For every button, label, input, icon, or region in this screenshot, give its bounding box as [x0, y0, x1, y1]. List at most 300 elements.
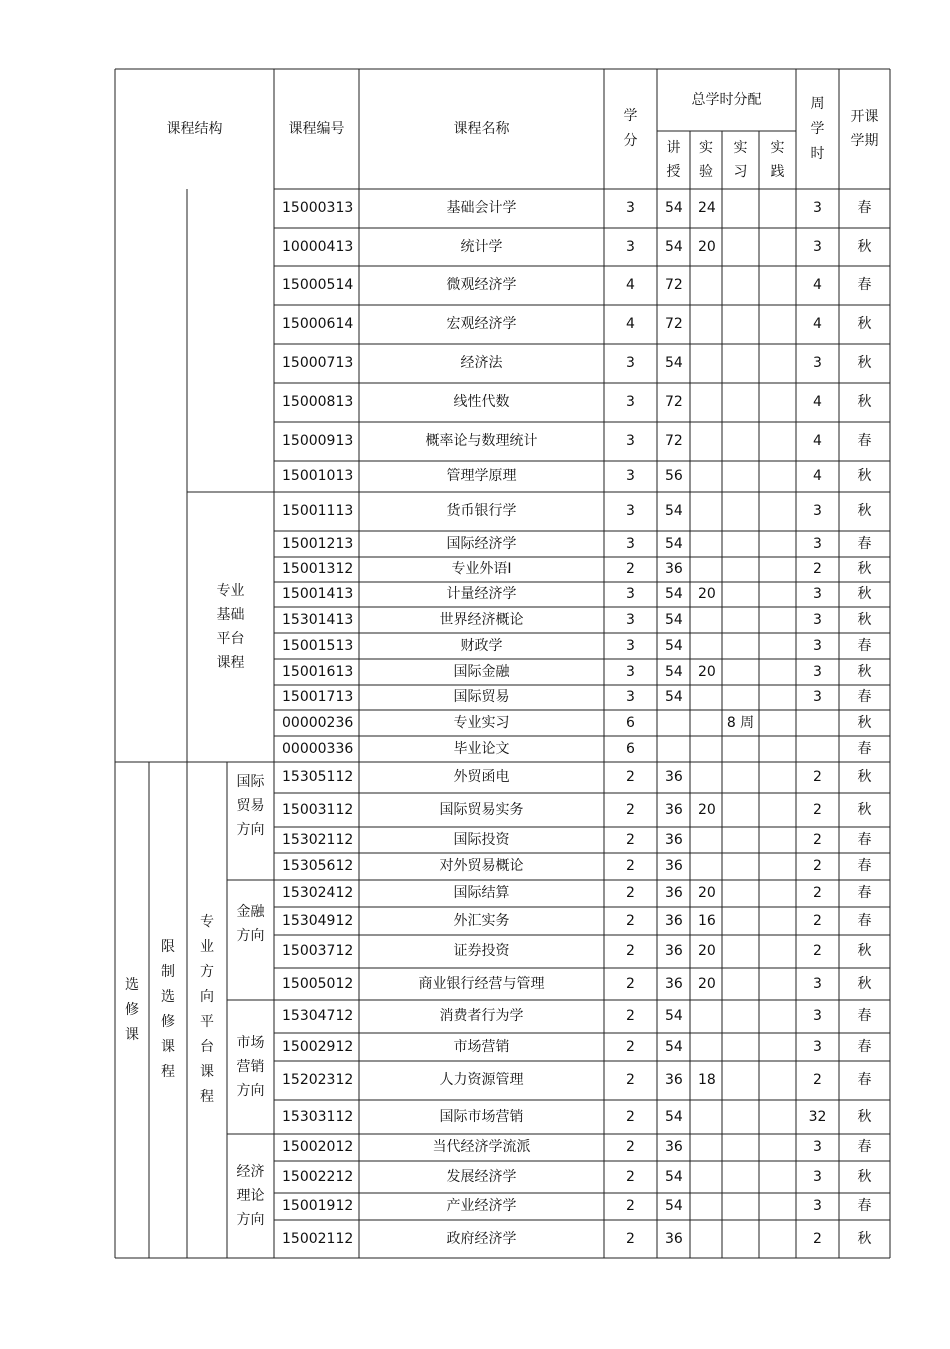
cell-term: 秋: [857, 714, 872, 731]
cell-credit: 2: [626, 1139, 635, 1156]
cell-term: 秋: [857, 586, 872, 603]
cell-term: 春: [857, 277, 872, 294]
cell-credit: 3: [626, 394, 635, 411]
cell-internship: [722, 1134, 759, 1161]
cell-internship: [722, 305, 759, 344]
group-basic-platform-text: 专业 基础 平台 课程: [216, 583, 245, 671]
cell-weekly: 2: [813, 769, 822, 786]
cell-lecture: 54: [665, 1008, 683, 1025]
cell-lab: [690, 853, 722, 880]
cell-internship: [722, 557, 759, 582]
cell-lab: [690, 492, 722, 531]
cell-weekly: 3: [813, 1008, 822, 1025]
cell-internship: [722, 633, 759, 659]
cell-credit: 2: [626, 975, 635, 992]
cell-lecture: 36: [665, 561, 683, 578]
cell-lecture: 54: [665, 637, 683, 654]
cell-practice: [759, 344, 796, 383]
cell-weekly: 4: [813, 433, 822, 450]
cell-name: 宏观经济学: [446, 316, 517, 333]
cell-weekly: 2: [813, 801, 822, 818]
cell-practice: [759, 793, 796, 827]
cell-internship: [722, 659, 759, 685]
header-hours-total-text: 总学时分配: [691, 91, 762, 108]
cell-practice: [759, 762, 796, 793]
cell-weekly: 3: [813, 200, 822, 217]
cell-name: 基础会计学: [446, 200, 517, 217]
cell-lecture: 36: [665, 769, 683, 786]
header-internship: [722, 131, 759, 189]
cell-lab: [690, 1100, 722, 1134]
cell-weekly: 4: [813, 316, 822, 333]
cell-code: 15001713: [282, 689, 354, 706]
cell-practice: [759, 189, 796, 228]
cell-credit: 2: [626, 1038, 635, 1055]
cell-weekly: 2: [813, 885, 822, 902]
cell-lecture: [657, 710, 690, 736]
cell-lecture: 54: [665, 689, 683, 706]
cell-name: 毕业论文: [453, 740, 510, 757]
cell-internship: [722, 968, 759, 1000]
cell-weekly: [796, 710, 839, 736]
cell-practice: [759, 607, 796, 633]
header-hours-total: [657, 69, 796, 131]
group-restricted: [149, 762, 187, 1258]
cell-weekly: 3: [813, 1139, 822, 1156]
cell-code: 15302412: [282, 885, 354, 902]
cell-code: 15302112: [282, 831, 354, 848]
cell-code: 15003712: [282, 943, 354, 960]
header-weekly-text: 周 学 时: [810, 95, 825, 162]
cell-lab: 24: [698, 200, 716, 217]
cell-lecture: 36: [665, 801, 683, 818]
cell-credit: 2: [626, 1230, 635, 1247]
cell-term: 春: [857, 689, 872, 706]
cell-internship: [722, 344, 759, 383]
cell-internship: [722, 228, 759, 266]
cell-credit: 2: [626, 885, 635, 902]
header-term-text: 开课 学期: [850, 109, 879, 149]
cell-internship: [722, 736, 759, 762]
cell-lab: [690, 685, 722, 710]
cell-term: 秋: [857, 975, 872, 992]
cell-lecture: 72: [665, 316, 683, 333]
cell-internship: [722, 1193, 759, 1220]
header-name: [359, 69, 604, 189]
cell-internship: [722, 383, 759, 422]
cell-name: 国际经济学: [446, 535, 517, 552]
cell-credit: 2: [626, 858, 635, 875]
cell-code: 15001413: [282, 586, 354, 603]
cell-code: 15304912: [282, 912, 354, 929]
cell-code: 15001013: [282, 468, 354, 485]
cell-practice: [759, 557, 796, 582]
cell-internship: [722, 492, 759, 531]
cell-lecture: 72: [665, 433, 683, 450]
cell-name: 市场营销: [453, 1038, 510, 1055]
cell-practice: [759, 383, 796, 422]
cell-internship: [722, 461, 759, 492]
cell-practice: [759, 1000, 796, 1033]
cell-internship: [722, 1000, 759, 1033]
cell-code: 15005012: [282, 975, 354, 992]
cell-code: 15001312: [282, 561, 354, 578]
group-dir-finance-text: 金融 方向: [236, 904, 265, 944]
cell-term: 秋: [857, 663, 872, 680]
cell-practice: [759, 659, 796, 685]
cell-weekly: 3: [813, 1168, 822, 1185]
cell-credit: 3: [626, 503, 635, 520]
cell-credit: 2: [626, 561, 635, 578]
group-dir-econ-theory: [227, 1134, 274, 1258]
header-lab-text: 实 验: [699, 140, 713, 180]
header-practice: [759, 131, 796, 189]
cell-practice: [759, 266, 796, 305]
cell-credit: 3: [626, 535, 635, 552]
cell-code: 15000813: [282, 394, 354, 411]
cell-term: 春: [857, 912, 872, 929]
cell-lab: [690, 422, 722, 461]
cell-practice: [759, 935, 796, 968]
cell-code: 15002112: [282, 1230, 354, 1247]
cell-code: 15000614: [282, 316, 354, 333]
cell-lecture: 54: [665, 1198, 683, 1215]
cell-name: 财政学: [460, 637, 503, 654]
header-structure: [115, 69, 274, 189]
header-internship-text: 实 习: [733, 140, 748, 180]
header-structure-text: 课程结构: [166, 120, 223, 137]
cell-practice: [759, 492, 796, 531]
cell-practice: [759, 907, 796, 935]
cell-lab: [690, 633, 722, 659]
cell-code: 00000336: [282, 740, 354, 757]
cell-term: 春: [857, 535, 872, 552]
cell-weekly: 2: [813, 1072, 822, 1089]
cell-lecture: 36: [665, 1139, 683, 1156]
cell-credit: 6: [626, 714, 635, 731]
cell-lab: [690, 710, 722, 736]
cell-internship: [722, 935, 759, 968]
cell-credit: 3: [626, 689, 635, 706]
header-code-text: 课程编号: [288, 120, 345, 137]
cell-lab: [690, 827, 722, 853]
cell-term: 春: [857, 200, 872, 217]
cell-practice: [759, 1161, 796, 1193]
cell-lab: [690, 1134, 722, 1161]
cell-practice: [759, 633, 796, 659]
cell-credit: 4: [626, 316, 635, 333]
header-lecture-text: 讲 授: [666, 140, 681, 180]
cell-credit: 3: [626, 355, 635, 372]
cell-credit: 2: [626, 1072, 635, 1089]
cell-internship: [722, 1220, 759, 1258]
cell-term: 春: [857, 1008, 872, 1025]
cell-lab: 18: [698, 1072, 716, 1089]
cell-weekly: 4: [813, 468, 822, 485]
cell-term: 春: [857, 1038, 872, 1055]
cell-code: 15000313: [282, 200, 354, 217]
cell-weekly: 3: [813, 355, 822, 372]
cell-lab: 16: [698, 912, 716, 929]
cell-code: 10000413: [282, 238, 354, 255]
cell-name: 证券投资: [453, 943, 510, 960]
cell-credit: 2: [626, 1168, 635, 1185]
cell-term: 春: [857, 433, 872, 450]
cell-lab: [690, 736, 722, 762]
cell-code: 15305112: [282, 769, 354, 786]
cell-term: 秋: [857, 355, 872, 372]
cell-weekly: 3: [813, 503, 822, 520]
cell-internship: [722, 1161, 759, 1193]
cell-term: 春: [857, 1139, 872, 1156]
cell-lecture: 36: [665, 1230, 683, 1247]
cell-weekly: 4: [813, 394, 822, 411]
cell-name: 人力资源管理: [439, 1072, 524, 1089]
cell-internship: [722, 907, 759, 935]
cell-name: 国际投资: [453, 831, 510, 848]
group-elective: [115, 762, 149, 1258]
cell-credit: 2: [626, 943, 635, 960]
cell-lab: [690, 557, 722, 582]
cell-practice: [759, 853, 796, 880]
cell-internship: 8 周: [726, 714, 755, 731]
cell-practice: [759, 685, 796, 710]
cell-lecture: 54: [665, 1108, 683, 1125]
cell-code: 15003112: [282, 801, 354, 818]
cell-practice: [759, 422, 796, 461]
cell-credit: 3: [626, 611, 635, 628]
cell-name: 消费者行为学: [439, 1008, 524, 1025]
cell-internship: [722, 422, 759, 461]
cell-internship: [722, 1061, 759, 1100]
cell-credit: 2: [626, 1198, 635, 1215]
cell-lecture: 36: [665, 1072, 683, 1089]
cell-name: 外贸函电: [453, 769, 510, 786]
cell-code: 15002212: [282, 1168, 354, 1185]
cell-lab: 20: [698, 975, 716, 992]
cell-lab: [690, 1000, 722, 1033]
cell-name: 国际市场营销: [439, 1108, 524, 1125]
cell-internship: [722, 266, 759, 305]
header-name-text: 课程名称: [453, 120, 510, 137]
cell-name: 国际金融: [453, 663, 510, 680]
cell-credit: 3: [626, 637, 635, 654]
cell-internship: [722, 685, 759, 710]
cell-credit: 2: [626, 801, 635, 818]
cell-code: 15304712: [282, 1008, 354, 1025]
cell-term: 秋: [857, 561, 872, 578]
cell-term: 秋: [857, 394, 872, 411]
cell-term: 秋: [857, 1108, 872, 1125]
cell-lab: 20: [698, 943, 716, 960]
cell-name: 微观经济学: [446, 277, 517, 294]
cell-lab: [690, 762, 722, 793]
cell-term: 春: [857, 858, 872, 875]
cell-lab: [690, 383, 722, 422]
header-weekly: [796, 69, 839, 189]
cell-credit: 3: [626, 238, 635, 255]
cell-term: 秋: [857, 801, 872, 818]
cell-practice: [759, 461, 796, 492]
cell-lab: [690, 461, 722, 492]
cell-lab: [690, 531, 722, 557]
cell-name: 国际贸易实务: [439, 801, 524, 818]
cell-practice: [759, 968, 796, 1000]
cell-term: 春: [857, 1198, 872, 1215]
cell-practice: [759, 1220, 796, 1258]
cell-lecture: 72: [665, 394, 683, 411]
cell-name: 当代经济学流派: [432, 1139, 531, 1156]
cell-name: 产业经济学: [446, 1198, 517, 1215]
cell-credit: 3: [626, 468, 635, 485]
cell-name: 对外贸易概论: [439, 858, 524, 875]
cell-code: 15202312: [282, 1072, 354, 1089]
cell-lab: [690, 266, 722, 305]
cell-lab: [690, 1161, 722, 1193]
cell-lecture: 54: [665, 586, 683, 603]
cell-lecture: 54: [665, 1168, 683, 1185]
cell-credit: 2: [626, 769, 635, 786]
cell-term: 春: [857, 831, 872, 848]
cell-lecture: 54: [665, 611, 683, 628]
cell-name: 计量经济学: [446, 586, 517, 603]
cell-name: 世界经济概论: [439, 611, 524, 628]
cell-code: 15001912: [282, 1198, 354, 1215]
cell-weekly: 2: [813, 943, 822, 960]
cell-lecture: [657, 736, 690, 762]
group-direction-platform: [187, 762, 227, 1258]
cell-term: 秋: [857, 468, 872, 485]
cell-term: 春: [857, 740, 872, 757]
cell-name: 外汇实务: [453, 912, 510, 929]
header-code: [274, 69, 359, 189]
cell-lab: 20: [698, 586, 716, 603]
cell-name: 专业外语Ⅰ: [451, 561, 512, 578]
cell-lecture: 36: [665, 858, 683, 875]
cell-credit: 2: [626, 912, 635, 929]
cell-credit: 3: [626, 200, 635, 217]
cell-code: 15001513: [282, 637, 354, 654]
cell-name: 概率论与数理统计: [425, 433, 538, 450]
group-basic-platform: [187, 492, 274, 762]
header-lab: [690, 131, 722, 189]
cell-internship: [722, 1033, 759, 1061]
cell-term: 秋: [857, 1168, 872, 1185]
cell-credit: 3: [626, 433, 635, 450]
group-dir-econ-theory-text: 经济 理论 方向: [236, 1164, 265, 1228]
cell-credit: 4: [626, 277, 635, 294]
cell-weekly: 3: [813, 1198, 822, 1215]
cell-term: 春: [857, 885, 872, 902]
cell-name: 管理学原理: [446, 468, 517, 485]
cell-practice: [759, 305, 796, 344]
cell-name: 国际贸易: [453, 689, 510, 706]
cell-name: 政府经济学: [446, 1230, 517, 1247]
cell-lecture: 54: [665, 535, 683, 552]
cell-practice: [759, 1193, 796, 1220]
cell-credit: 3: [626, 663, 635, 680]
cell-lecture: 36: [665, 885, 683, 902]
cell-weekly: [796, 736, 839, 762]
cell-lab: [690, 1220, 722, 1258]
cell-weekly: 32: [808, 1108, 827, 1125]
cell-weekly: 3: [813, 611, 822, 628]
cell-internship: [722, 793, 759, 827]
cell-weekly: 3: [813, 975, 822, 992]
cell-internship: [722, 853, 759, 880]
cell-term: 春: [857, 637, 872, 654]
cell-weekly: 2: [813, 561, 822, 578]
cell-lab: [690, 305, 722, 344]
cell-name: 发展经济学: [446, 1168, 517, 1185]
cell-credit: 2: [626, 831, 635, 848]
cell-lab: [690, 344, 722, 383]
cell-term: 秋: [857, 316, 872, 333]
cell-code: 00000236: [282, 714, 354, 731]
cell-practice: [759, 531, 796, 557]
cell-weekly: 2: [813, 912, 822, 929]
cell-name: 专业实习: [453, 714, 510, 731]
cell-code: 15002012: [282, 1139, 354, 1156]
cell-lab: [690, 1033, 722, 1061]
header-lecture: [657, 131, 690, 189]
cell-term: 秋: [857, 611, 872, 628]
cell-weekly: 3: [813, 663, 822, 680]
cell-practice: [759, 1033, 796, 1061]
cell-lecture: 54: [665, 663, 683, 680]
cell-practice: [759, 1061, 796, 1100]
cell-internship: [722, 607, 759, 633]
cell-weekly: 3: [813, 535, 822, 552]
group-dir-marketing-text: 市场 营销 方向: [236, 1035, 265, 1099]
cell-lecture: 54: [665, 1038, 683, 1055]
cell-lecture: 36: [665, 943, 683, 960]
group-dir-marketing: [227, 1000, 274, 1134]
cell-lecture: 54: [665, 355, 683, 372]
cell-credit: 2: [626, 1108, 635, 1125]
cell-lab: [690, 607, 722, 633]
cell-credit: 2: [626, 1008, 635, 1025]
cell-lecture: 54: [665, 238, 683, 255]
cell-code: 15000514: [282, 277, 354, 294]
cell-name: 商业银行经营与管理: [418, 975, 545, 992]
cell-credit: 6: [626, 740, 635, 757]
cell-internship: [722, 762, 759, 793]
cell-code: 15001213: [282, 535, 354, 552]
cell-lecture: 36: [665, 831, 683, 848]
cell-lab: 20: [698, 801, 716, 818]
cell-name: 经济法: [460, 355, 503, 372]
cell-lab: 20: [698, 663, 716, 680]
cell-practice: [759, 880, 796, 907]
cell-lab: [690, 1193, 722, 1220]
cell-lecture: 36: [665, 975, 683, 992]
cell-lab: 20: [698, 885, 716, 902]
cell-credit: 3: [626, 586, 635, 603]
cell-term: 秋: [857, 943, 872, 960]
cell-code: 15000913: [282, 433, 354, 450]
cell-practice: [759, 736, 796, 762]
cell-lab: 20: [698, 238, 716, 255]
cell-practice: [759, 1100, 796, 1134]
cell-name: 国际结算: [453, 885, 510, 902]
cell-lecture: 36: [665, 912, 683, 929]
cell-practice: [759, 228, 796, 266]
cell-weekly: 3: [813, 238, 822, 255]
cell-practice: [759, 827, 796, 853]
cell-term: 秋: [857, 503, 872, 520]
cell-weekly: 2: [813, 858, 822, 875]
